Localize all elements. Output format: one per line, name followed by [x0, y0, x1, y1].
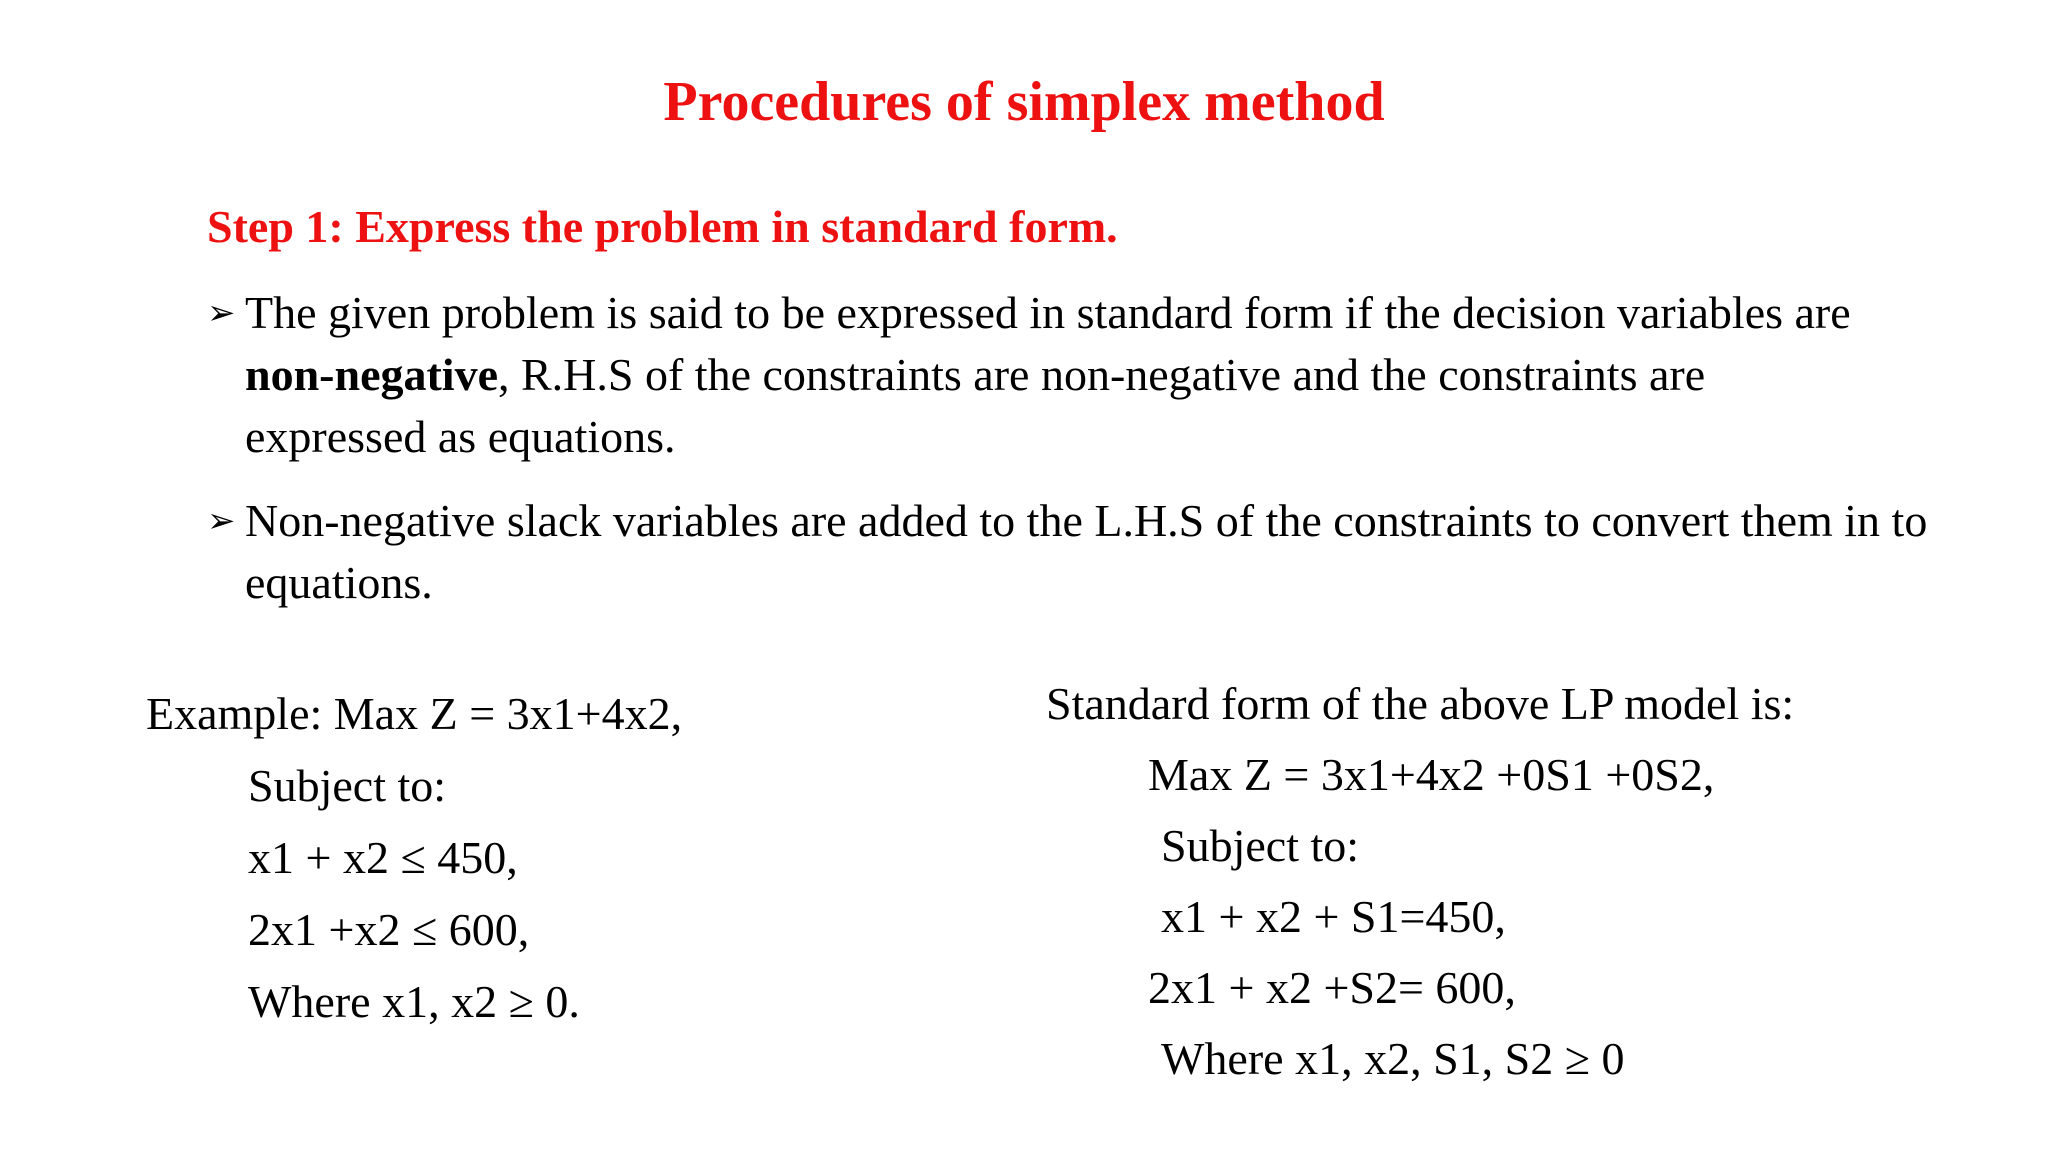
bullet-text: Non-negative slack variables are added to the L.H.S of the constraints to convert them in to equations. [245, 495, 1928, 608]
bullet-bold-term: non-negative [245, 349, 498, 400]
bullet-slack-variables [207, 490, 1985, 614]
arrowhead-bullet-icon: ➢ [207, 293, 236, 333]
example-lp-model [146, 678, 682, 1038]
example-objective: Example: Max Z = 3x1+4x2, [146, 688, 683, 739]
example-constraint-2: 2x1 +x2 ≤ 600, [248, 904, 530, 955]
example-nonnegativity: Where x1, x2 ≥ 0. [248, 976, 580, 1027]
standard-constraint-1: x1 + x2 + S1=450, [1161, 891, 1506, 942]
bullet-standard-form-definition [207, 282, 1885, 468]
standard-form-heading: Standard form of the above LP model is: [1046, 678, 1795, 729]
standard-constraint-2: 2x1 + x2 +S2= 600, [1148, 962, 1516, 1013]
arrowhead-bullet-icon: ➢ [207, 501, 236, 541]
step-1-heading: Step 1: Express the problem in standard form. [207, 201, 1118, 252]
bullet-text-before: The given problem is said to be expressed in standard form if the decision variables are [245, 287, 1851, 338]
bullet-text-after: , R.H.S of the constraints are non-negative and the constraints are expressed as equations. [245, 349, 1706, 462]
example-constraint-1: x1 + x2 ≤ 450, [248, 832, 518, 883]
standard-form-model [1046, 668, 1794, 1094]
standard-nonnegativity: Where x1, x2, S1, S2 ≥ 0 [1161, 1033, 1625, 1084]
standard-objective: Max Z = 3x1+4x2 +0S1 +0S2, [1148, 749, 1715, 800]
standard-subject-to: Subject to: [1161, 820, 1360, 871]
example-subject-to: Subject to: [248, 760, 447, 811]
slide-title: Procedures of simplex method [663, 71, 1385, 133]
